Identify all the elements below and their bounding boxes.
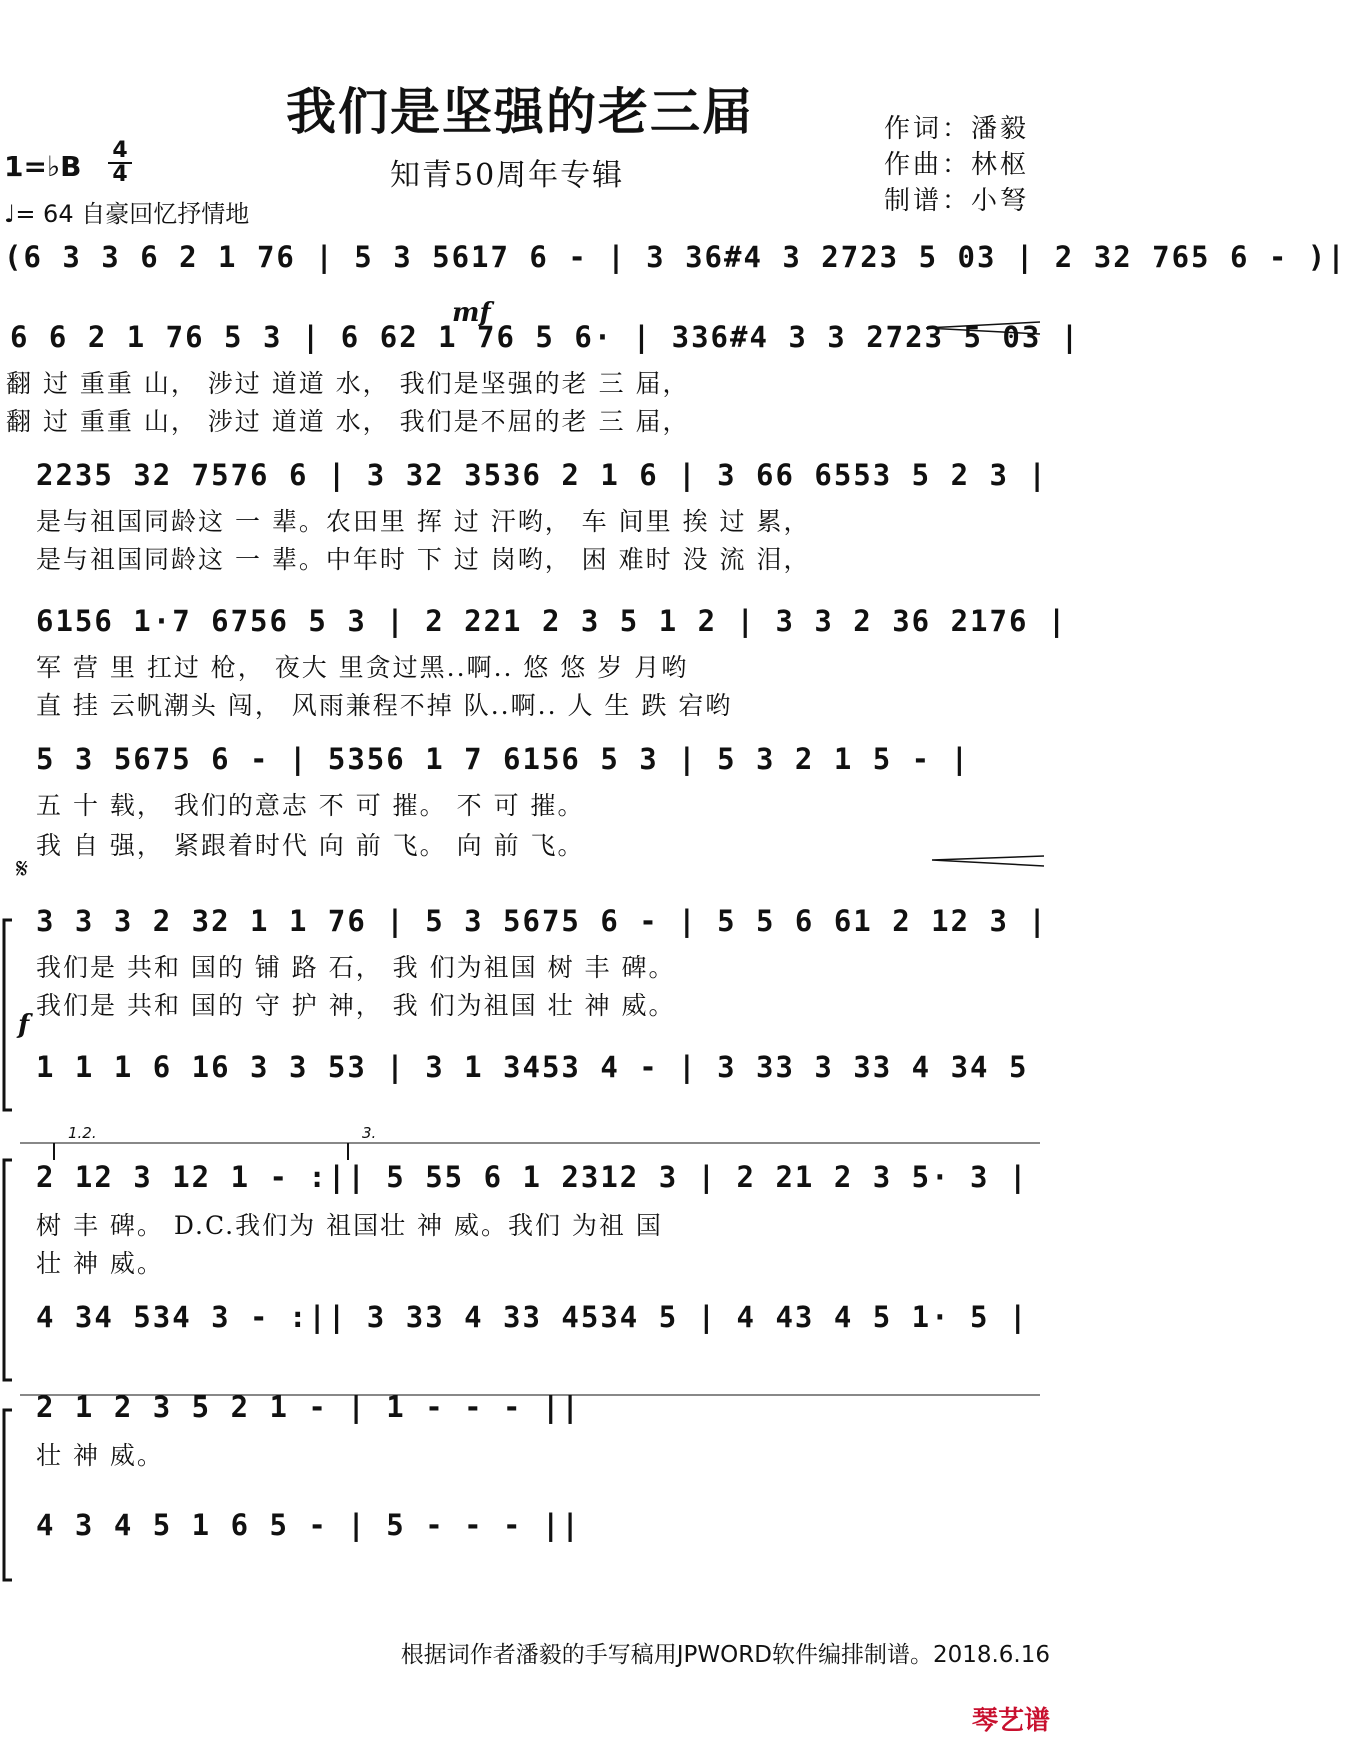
notation-line-2: 6 6 2 1 76 5 3 | 6 62 1 76 5 6· | 336#4 3 3 2723 5 03 | (10, 320, 1081, 354)
notation-line-8: 2 1 2 3 5 2 1 - | 1 - - - || (36, 1390, 581, 1424)
composer-credit: 作曲：林枢 (884, 150, 1030, 180)
notation-line-1: (6 3 3 6 2 1 76 | 5 3 5617 6 - | 3 36#4 3 2723 5 03 | 2 32 765 6 - )| (4, 240, 1347, 274)
arranger-credit: 制谱：小弩 (884, 186, 1030, 216)
site-logo: 琴艺谱 (971, 1706, 1050, 1736)
lyric-line-2-verse-2: 翻 过 重重 山， 涉过 道道 水， 我们是不屈的老 三 届， (6, 407, 690, 436)
lyricist-credit: 作词：潘毅 (884, 114, 1030, 144)
notation-line-7-lower: 4 34 534 3 - :|| 3 33 4 33 4534 5 | 4 43 4 5 1· 5 | (36, 1300, 1029, 1334)
footer-note: 根据词作者潘毅的手写稿用JPWORD软件编排制谱。2018.6.16 (400, 1642, 1050, 1668)
notation-line-7: 2 12 3 12 1 - :|| 5 55 6 1 2312 3 | 2 21 2 3 5· 3 | (36, 1160, 1029, 1194)
lyric-line-8: 壮 神 威。 (36, 1441, 164, 1470)
lyric-line-2-verse-1: 翻 过 重重 山， 涉过 道道 水， 我们是坚强的老 三 届， (6, 369, 690, 398)
notation-line-5: 5 3 5675 6 - | 5356 1 7 6156 5 3 | 5 3 2 1 5 - | (36, 742, 971, 776)
volta-3: 3. (362, 1124, 377, 1142)
lyric-line-6-verse-1: 我们是 共和 国的 铺 路 石， 我 们为祖国 树 丰 碑。 (36, 953, 676, 982)
song-title: 我们是坚强的老三届 (286, 83, 754, 141)
lyric-line-3-verse-2: 是与祖国同龄这 一 辈。中年时 下 过 岗哟， 困 难时 没 流 泪， (36, 545, 811, 574)
key-signature: 1=♭B (4, 150, 82, 183)
volta-1-2: 1.2. (68, 1124, 97, 1142)
time-bottom: 4 (108, 162, 132, 186)
lyric-line-3-verse-1: 是与祖国同龄这 一 辈。农田里 挥 过 汗哟， 车 间里 挨 过 累， (36, 507, 811, 536)
lyric-line-4-verse-2: 直 挂 云帆潮头 闯， 风雨兼程不掉 队..啊.. 人 生 跌 宕哟 (36, 691, 733, 720)
notation-line-3: 2235 32 7576 6 | 3 32 3536 2 1 6 | 3 66 6553 5 2 3 | (36, 458, 1048, 492)
lyric-line-7-verse-1: 树 丰 碑。 D.C.我们为 祖国壮 神 威。我们 为祖 国 (36, 1211, 663, 1240)
lyric-line-7-verse-2: 壮 神 威。 (36, 1249, 164, 1278)
lyric-line-4-verse-1: 军 营 里 扛过 枪， 夜大 里贪过黑..啊.. 悠 悠 岁 月哟 (36, 653, 689, 682)
tempo-marking: ♩= 64 自豪回忆抒情地 (4, 200, 250, 228)
song-subtitle: 知青50周年专辑 (390, 158, 625, 193)
notation-line-6-lower: 1 1 1 6 16 3 3 53 | 3 1 3453 4 - | 3 33 3 33 4 34 5 (36, 1050, 1029, 1084)
dynamic-f: f (18, 1010, 30, 1040)
lyric-line-5-verse-1: 五 十 载， 我们的意志 不 可 摧。 不 可 摧。 (36, 791, 585, 820)
notation-line-4: 6156 1·7 6756 5 3 | 2 221 2 3 5 1 2 | 3 3 2 36 2176 | (36, 604, 1068, 638)
segno-sign: 𝄋 (16, 852, 29, 885)
lyric-line-5-verse-2: 我 自 强， 紧跟着时代 向 前 飞。 向 前 飞。 (36, 831, 585, 860)
lyric-line-6-verse-2: 我们是 共和 国的 守 护 神， 我 们为祖国 壮 神 威。 (36, 991, 676, 1020)
notation-line-8-lower: 4 3 4 5 1 6 5 - | 5 - - - || (36, 1508, 581, 1542)
time-top: 4 (112, 138, 128, 163)
dynamic-mf: mf (452, 298, 491, 328)
notation-line-6: 3 3 3 2 32 1 1 76 | 5 3 5675 6 - | 5 5 6 61 2 12 3 | (36, 904, 1048, 938)
